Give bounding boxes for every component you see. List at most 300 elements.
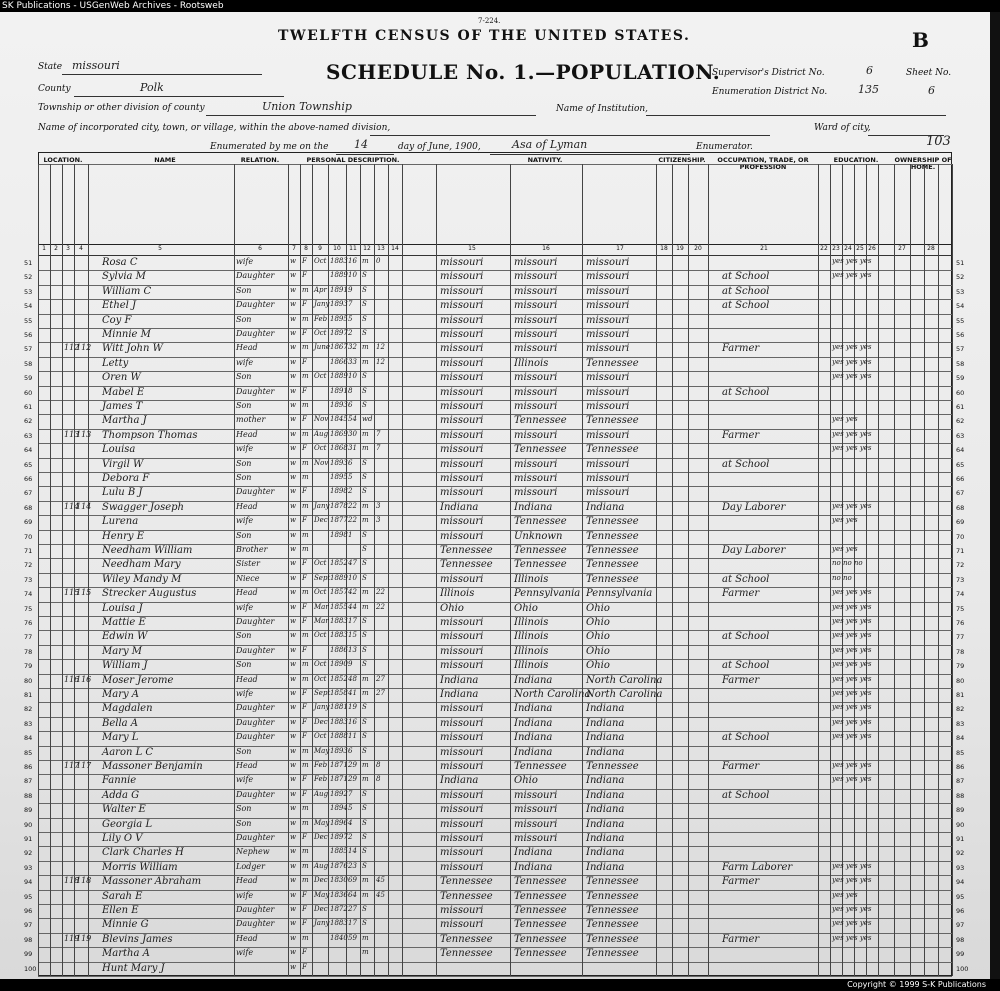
row-number-right: 87 <box>956 777 965 786</box>
cell-father: missouri <box>514 473 558 484</box>
cell-father: Indiana <box>514 717 553 729</box>
row-number-right: 95 <box>956 892 965 901</box>
cell-father: missouri <box>514 818 558 830</box>
cell-s: m <box>302 818 309 827</box>
row-number-right: 88 <box>956 791 965 800</box>
cell-fam: 117 <box>76 761 92 770</box>
cell-c: w <box>290 329 296 337</box>
cell-mother: North Carolina <box>586 689 663 700</box>
cell-born: missouri <box>440 847 484 859</box>
cell-fam: 114 <box>76 501 92 511</box>
column-line <box>50 164 51 976</box>
cell-born: missouri <box>440 905 484 916</box>
cell-rel: Head <box>236 876 258 886</box>
cell-rel: Daughter <box>236 919 275 929</box>
cell-ed: yes yes yes <box>832 631 872 640</box>
section-nativity: NATIVITY. <box>527 156 563 164</box>
column-line <box>88 164 89 976</box>
cell-c: w <box>290 545 296 553</box>
cell-c: w <box>290 876 296 885</box>
column-line <box>894 164 895 976</box>
cell-dw: 113 <box>64 429 80 439</box>
cell-born: missouri <box>440 818 484 830</box>
cell-mo: Dec <box>314 876 328 885</box>
row-number-left: 95 <box>24 892 33 901</box>
cell-s: F <box>302 602 307 611</box>
township-label: Township or other division of county <box>38 103 205 113</box>
cell-s: F <box>302 257 307 265</box>
cell-mother: Ohio <box>586 645 610 657</box>
cell-age: 10 <box>348 271 357 280</box>
cell-name: Witt John W <box>102 343 163 355</box>
row-number-left: 70 <box>24 532 33 541</box>
row-number-left: 92 <box>24 849 33 858</box>
cell-name: Minnie M <box>102 329 151 340</box>
row-number-right: 99 <box>956 950 965 959</box>
cell-mother: Tennessee <box>586 876 639 888</box>
cell-name: Magdalen <box>102 703 153 715</box>
cell-mo: Aug <box>314 429 329 438</box>
cell-born: missouri <box>440 487 484 499</box>
cell-mother: missouri <box>586 487 630 499</box>
column-number: 24 <box>844 245 852 252</box>
cell-father: Indiana <box>514 674 553 686</box>
cell-rel: Daughter <box>236 617 275 626</box>
cell-occ: Farmer <box>722 429 760 441</box>
cell-name: Henry E <box>102 530 144 542</box>
cell-ed: yes yes yes <box>832 933 872 942</box>
cell-dw: 119 <box>64 933 80 943</box>
cell-born: missouri <box>440 300 484 312</box>
cell-c: w <box>290 429 296 438</box>
cell-occ: Farmer <box>722 933 760 945</box>
column-line <box>854 164 855 976</box>
cell-rel: Head <box>236 429 258 439</box>
cell-yr: 1889 <box>330 271 348 280</box>
row-number-left: 52 <box>24 273 33 282</box>
cell-ed: yes yes yes <box>832 357 872 366</box>
cell-s: m <box>302 746 309 755</box>
cell-father: missouri <box>514 285 558 297</box>
cell-c: w <box>290 501 296 510</box>
row-number-right: 78 <box>956 647 965 656</box>
cell-ed: yes yes yes <box>832 717 872 726</box>
cell-mother: Tennessee <box>586 948 639 960</box>
cell-occ: at School <box>722 573 770 585</box>
cell-s: m <box>302 545 309 553</box>
cell-rel: Daughter <box>236 386 275 396</box>
cell-c: w <box>290 804 296 813</box>
cell-ms: m <box>362 343 369 352</box>
cell-age: 4 <box>348 818 353 827</box>
cell-name: Moser Jerome <box>102 674 174 686</box>
cell-yr: 1852 <box>330 674 348 683</box>
cell-father: Tennessee <box>514 876 567 888</box>
cell-father: Tennessee <box>514 516 567 528</box>
cell-mother: Indiana <box>586 501 625 513</box>
cell-father: Tennessee <box>514 761 567 772</box>
cell-yr: 1883 <box>330 631 348 640</box>
cell-mother: Indiana <box>586 847 625 859</box>
column-number: 21 <box>760 245 768 252</box>
cell-c: w <box>290 761 296 769</box>
column-number: 1 <box>42 245 46 252</box>
cell-mo: Oct <box>314 674 327 683</box>
cell-age: 11 <box>348 732 357 741</box>
cell-name: Louisa <box>102 444 136 456</box>
cell-father: Tennessee <box>514 545 567 556</box>
cell-age: 16 <box>348 257 357 265</box>
cell-mo: Sept <box>314 689 331 697</box>
column-number: 17 <box>616 245 624 252</box>
cell-ms: S <box>362 530 367 539</box>
row-number-left: 90 <box>24 820 33 829</box>
cell-s: m <box>302 761 309 769</box>
row-number-left: 100 <box>24 964 37 973</box>
row-number-left: 67 <box>24 489 33 498</box>
cell-mother: Ohio <box>586 617 610 628</box>
cell-mother: Indiana <box>586 818 625 830</box>
cell-father: Indiana <box>514 732 553 744</box>
cell-name: Edwin W <box>102 631 148 643</box>
row-number-left: 72 <box>24 561 33 570</box>
cell-s: F <box>302 487 307 496</box>
row-number-left: 79 <box>24 662 33 671</box>
cell-ed: yes yes yes <box>832 501 872 510</box>
cell-rel: Son <box>236 631 252 641</box>
township-value: Union Township <box>262 100 352 113</box>
row-number-left: 75 <box>24 604 33 613</box>
cell-yr: 1893 <box>330 458 348 467</box>
cell-ed: yes yes <box>832 516 858 525</box>
cell-c: w <box>290 401 296 409</box>
cell-rel: wife <box>236 257 254 266</box>
row-number-right: 51 <box>956 259 965 267</box>
cell-born: Tennessee <box>440 933 493 945</box>
cell-name: Mary M <box>102 645 143 657</box>
cell-ms: S <box>362 645 367 654</box>
column-number: 11 <box>349 245 357 252</box>
cell-ed: no no no <box>832 559 863 568</box>
cell-s: m <box>302 804 309 813</box>
cell-yrs: 3 <box>376 516 381 525</box>
row-number-left: 56 <box>24 331 33 339</box>
cell-yr: 1868 <box>330 444 348 453</box>
cell-occ: Day Laborer <box>722 501 786 513</box>
cell-yr: 1883 <box>330 919 348 928</box>
cell-c: w <box>290 444 296 453</box>
column-number: 8 <box>304 245 308 252</box>
cell-mo: Feb <box>314 314 328 323</box>
cell-s: F <box>302 789 307 798</box>
cell-age: 17 <box>348 919 357 928</box>
row-number-right: 76 <box>956 619 965 627</box>
cell-s: F <box>302 271 307 280</box>
cell-s: m <box>302 458 309 467</box>
cell-name: Sylvia M <box>102 271 146 283</box>
cell-s: m <box>302 401 309 409</box>
cell-ed: yes yes yes <box>832 905 872 913</box>
cell-ms: m <box>362 933 369 942</box>
cell-occ: Farmer <box>722 876 760 888</box>
cell-father: Indiana <box>514 501 553 513</box>
cell-age: 33 <box>348 357 357 366</box>
cell-age: 2 <box>348 487 353 496</box>
row-number-left: 98 <box>24 935 33 944</box>
cell-rel: wife <box>236 948 254 958</box>
cell-father: missouri <box>514 804 558 816</box>
cell-age: 6 <box>348 401 353 409</box>
form-number: 7-224. <box>478 17 501 25</box>
cell-c: w <box>290 372 296 381</box>
cell-yrs: 7 <box>376 429 381 438</box>
row-number-left: 62 <box>24 417 33 426</box>
row-number-right: 92 <box>956 849 965 858</box>
cell-mother: missouri <box>586 271 630 283</box>
cell-mother: Tennessee <box>586 516 639 528</box>
cell-ms: S <box>362 660 367 669</box>
cell-born: missouri <box>440 343 484 355</box>
cell-s: m <box>302 588 309 597</box>
cell-s: m <box>302 876 309 885</box>
cell-s: F <box>302 717 307 726</box>
cell-mo: Oct <box>314 660 327 669</box>
cell-dw: 117 <box>64 761 80 770</box>
cell-mother: missouri <box>586 429 630 441</box>
cell-rel: Head <box>236 343 258 353</box>
cell-rel: Head <box>236 933 258 943</box>
cell-mother: missouri <box>586 329 630 340</box>
row-number-left: 77 <box>24 633 33 642</box>
cell-occ: Day Laborer <box>722 545 786 556</box>
column-line <box>878 164 879 976</box>
cell-s: F <box>302 329 307 337</box>
cell-yrs: 12 <box>376 343 385 352</box>
cell-rel: Son <box>236 660 252 670</box>
cell-yr: 1881 <box>330 703 348 712</box>
cell-mother: Tennessee <box>586 530 639 542</box>
cell-born: missouri <box>440 444 484 456</box>
column-line <box>842 164 843 976</box>
column-line <box>672 164 673 976</box>
cell-father: missouri <box>514 401 558 412</box>
cell-rel: Son <box>236 818 252 828</box>
cell-born: missouri <box>440 386 484 398</box>
row-number-right: 69 <box>956 518 965 527</box>
cell-ed: yes yes yes <box>832 372 872 381</box>
cell-mo: Feb <box>314 775 328 784</box>
cell-age: 5 <box>348 804 353 813</box>
cell-c: w <box>290 386 296 395</box>
census-sheet <box>0 12 990 979</box>
cell-rel: Daughter <box>236 789 275 799</box>
cell-mother: Tennessee <box>586 761 639 772</box>
cell-yr: 1895 <box>330 314 348 323</box>
cell-ms: m <box>362 775 369 784</box>
cell-rel: Sister <box>236 559 260 569</box>
column-number: 19 <box>676 245 684 252</box>
cell-rel: Daughter <box>236 329 275 338</box>
cell-mo: Oct <box>314 372 327 381</box>
cell-ed: yes yes yes <box>832 660 872 669</box>
row-number-left: 65 <box>24 460 33 469</box>
cell-yr: 1885 <box>330 847 348 856</box>
column-line <box>818 164 819 976</box>
cell-yrs: 8 <box>376 775 381 784</box>
cell-father: missouri <box>514 833 558 844</box>
county-value: Polk <box>140 81 164 94</box>
cell-name: Lurena <box>102 516 139 528</box>
cell-mo: Aug <box>314 861 329 870</box>
cell-born: missouri <box>440 761 484 772</box>
cell-yr: 1898 <box>330 530 348 539</box>
cell-age: 42 <box>348 588 357 597</box>
cell-mother: Pennsylvania <box>586 588 653 600</box>
cell-age: 44 <box>348 602 357 611</box>
cell-occ: at School <box>722 271 770 283</box>
cell-rel: Daughter <box>236 487 275 497</box>
cell-s: F <box>302 775 307 784</box>
institution-label: Name of Institution, <box>556 104 649 114</box>
cell-yr: 1886 <box>330 645 348 654</box>
cell-ms: wd <box>362 415 373 424</box>
cell-yrs: 45 <box>376 890 385 899</box>
row-number-right: 61 <box>956 403 965 411</box>
cell-ms: S <box>362 271 367 280</box>
cell-name: Sarah E <box>102 890 143 902</box>
cell-s: m <box>302 660 309 669</box>
cell-ms: S <box>362 919 367 928</box>
cell-yr: 1878 <box>330 501 348 510</box>
cell-c: w <box>290 314 296 323</box>
cell-rel: Son <box>236 746 252 756</box>
cell-age: 2 <box>348 833 353 841</box>
column-line <box>234 164 235 976</box>
cell-born: Indiana <box>440 689 479 700</box>
cell-age: 1 <box>348 530 353 539</box>
cell-mo: Mar <box>314 602 329 611</box>
cell-s: F <box>302 703 307 712</box>
row-number-right: 77 <box>956 633 965 642</box>
cell-c: w <box>290 660 296 669</box>
cell-yr: 1852 <box>330 559 348 568</box>
cell-ed: yes yes yes <box>832 775 872 784</box>
cell-s: F <box>302 617 307 625</box>
cell-born: Tennessee <box>440 559 493 571</box>
cell-ms: m <box>362 890 369 899</box>
copyright-banner: Copyright © 1999 S-K Publications <box>0 979 1000 991</box>
cell-yr: 1897 <box>330 833 348 841</box>
cell-mother: Indiana <box>586 833 625 844</box>
cell-s: m <box>302 847 309 856</box>
cell-ed: yes yes yes <box>832 257 872 265</box>
cell-father: missouri <box>514 429 558 441</box>
cell-born: Ohio <box>440 602 464 614</box>
cell-born: missouri <box>440 804 484 816</box>
row-number-right: 57 <box>956 345 965 354</box>
cell-age: 5 <box>348 473 353 481</box>
cell-ms: S <box>362 487 367 496</box>
cell-rel: wife <box>236 890 254 900</box>
cell-mother: Indiana <box>586 703 625 715</box>
cell-name: Clark Charles H <box>102 847 184 859</box>
cell-name: Mattie E <box>102 617 146 628</box>
cell-fam: 113 <box>76 429 92 439</box>
row-number-left: 84 <box>24 734 33 743</box>
row-number-left: 66 <box>24 475 33 483</box>
cell-c: w <box>290 890 296 899</box>
column-number: 16 <box>542 245 550 252</box>
cell-rel: Daughter <box>236 732 275 742</box>
cell-ms: S <box>362 717 367 726</box>
row-number-left: 58 <box>24 359 33 368</box>
rows-top-line <box>38 255 952 256</box>
cell-c: w <box>290 588 296 597</box>
cell-ed: yes yes yes <box>832 444 872 453</box>
cell-ms: S <box>362 833 367 841</box>
row-number-left: 87 <box>24 777 33 786</box>
cell-ms: S <box>362 804 367 813</box>
cell-born: missouri <box>440 271 484 283</box>
cell-c: w <box>290 617 296 625</box>
cell-occ: Farmer <box>722 588 760 600</box>
cell-born: missouri <box>440 314 484 326</box>
cell-c: w <box>290 300 296 309</box>
cell-age: 32 <box>348 343 357 352</box>
cell-name: Debora F <box>102 473 150 484</box>
enumerated-prefix: Enumerated by me on the <box>210 142 329 152</box>
cell-born: missouri <box>440 789 484 801</box>
cell-ed: yes yes yes <box>832 689 872 697</box>
cell-ms: S <box>362 559 367 568</box>
cell-ed: yes yes yes <box>832 588 872 597</box>
column-number: 9 <box>318 245 322 252</box>
cell-mother: Tennessee <box>586 573 639 585</box>
cell-s: F <box>302 645 307 654</box>
cell-ms: m <box>362 588 369 597</box>
cell-name: Georgia L <box>102 818 153 830</box>
cell-age: 64 <box>348 890 357 899</box>
cell-fam: 118 <box>76 876 92 886</box>
cell-born: missouri <box>440 861 484 873</box>
row-number-right: 53 <box>956 287 965 296</box>
cell-c: w <box>290 933 296 942</box>
cell-mother: missouri <box>586 285 630 297</box>
cell-father: Ohio <box>514 602 538 614</box>
cell-rel: Daughter <box>236 271 275 281</box>
cell-rel: wife <box>236 775 254 785</box>
cell-father: North Carolina <box>514 689 591 700</box>
column-line <box>656 164 657 976</box>
cell-occ: at School <box>722 386 770 398</box>
column-number: 3 <box>66 245 70 252</box>
cell-s: F <box>302 732 307 741</box>
cell-c: w <box>290 703 296 712</box>
cell-born: missouri <box>440 746 484 758</box>
cell-yr: 1892 <box>330 789 348 798</box>
cell-ed: yes yes <box>832 415 858 424</box>
cell-rel: Head <box>236 761 258 770</box>
cell-age: 5 <box>348 314 353 323</box>
row-number-right: 63 <box>956 431 965 440</box>
cell-mother: Ohio <box>586 660 610 672</box>
cell-born: missouri <box>440 516 484 528</box>
cell-ms: m <box>362 444 369 453</box>
cell-name: Martha A <box>102 948 150 960</box>
cell-born: missouri <box>440 919 484 931</box>
row-number-left: 86 <box>24 763 33 771</box>
cell-ed: yes yes yes <box>832 703 872 712</box>
